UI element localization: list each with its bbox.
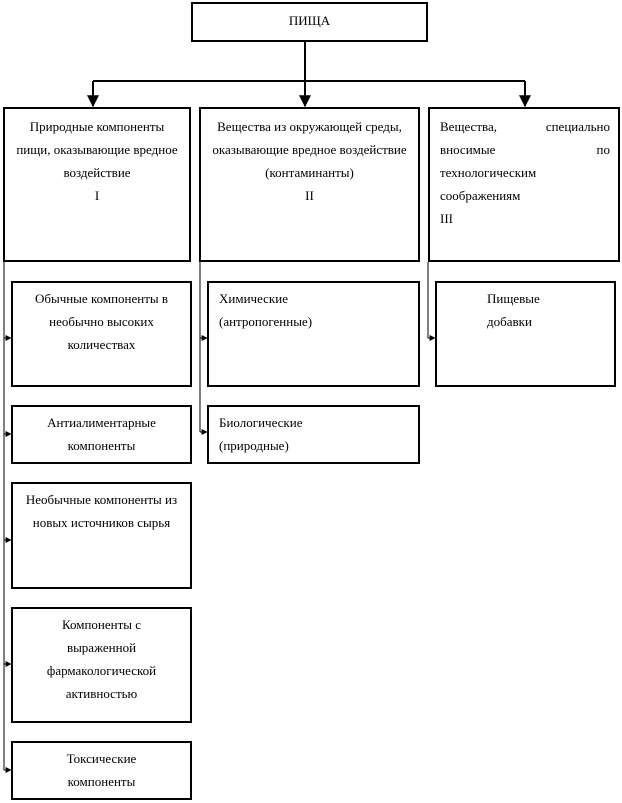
g1-item-3-label: Необычные компоненты из новых источников сырья <box>25 492 178 530</box>
g1-item-5-label: Токсические компоненты <box>66 751 137 789</box>
g1-item-1 <box>11 281 192 387</box>
group-3-numeral: III <box>440 211 453 226</box>
group-3-box <box>428 107 620 262</box>
g3-item-1 <box>435 281 616 387</box>
g1-item-1-label: Обычные компоненты в необычно высоких количествах <box>34 291 169 352</box>
g1-item-5 <box>11 741 192 800</box>
g1-item-2-label: Антиалиментарные компоненты <box>47 415 156 453</box>
g2-item-2-label: Биологические (природные) <box>219 415 303 453</box>
group-1-box <box>3 107 191 262</box>
g2-item-1 <box>207 281 420 387</box>
g1-item-3 <box>11 482 192 589</box>
group-2-box <box>199 107 420 262</box>
group-2-numeral: II <box>305 188 314 203</box>
g1-item-4 <box>11 607 192 723</box>
g1-item-2 <box>11 405 192 464</box>
g3-item-1-label: Пищевые добавки <box>487 291 540 329</box>
g1-item-4-label: Компоненты с выраженной фармакологической активностью <box>46 617 157 701</box>
group-1-numeral: I <box>94 188 100 203</box>
root-label: ПИЩА <box>288 13 331 28</box>
group-2-label: Вещества из окружающей среды, оказывающие вредное воздействие (контаминанты) <box>212 119 407 180</box>
g2-item-2 <box>207 405 420 464</box>
group-1-label: Природные компоненты пищи, оказывающие вредное воздействие <box>16 119 178 180</box>
group-3-label: Вещества, специально вносимые по технологическим соображениям <box>440 119 610 203</box>
root-box <box>191 2 428 42</box>
g2-item-1-label: Химические (антропогенные) <box>219 291 313 329</box>
